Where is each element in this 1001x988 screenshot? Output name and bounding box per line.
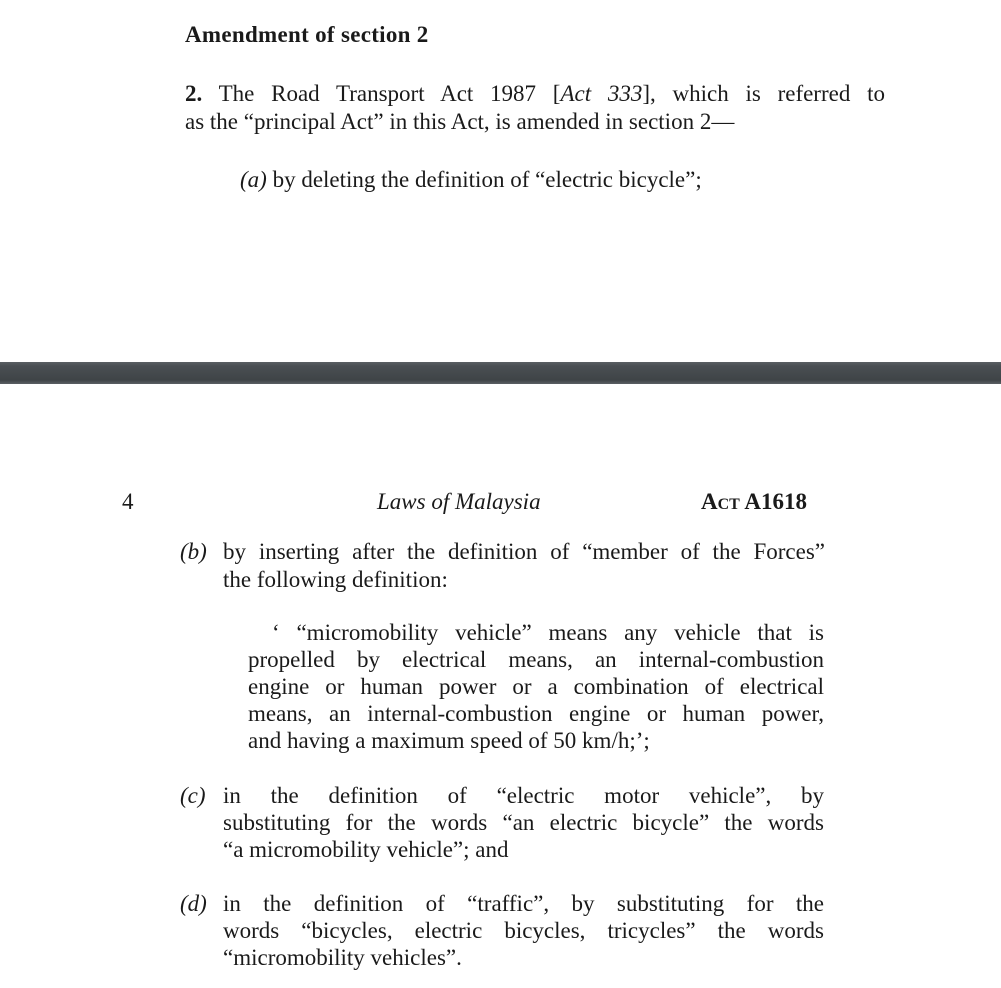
item-b-label (180, 538, 207, 566)
list-item-d (223, 890, 824, 971)
item-text: by deleting the definition of “electric bicycle”; (272, 167, 702, 192)
running-title: Laws of Malaysia (377, 489, 541, 514)
section-paragraph (185, 80, 885, 108)
section-heading: Amendment of section 2 (185, 22, 429, 47)
page-divider (0, 362, 1001, 384)
item-d-line-3: “micromobility vehicles”. (223, 945, 462, 970)
item-c-line-3: “a micromobility vehicle”; and (223, 837, 509, 862)
quoted-definition (248, 619, 824, 754)
item-label: (d) (180, 891, 207, 916)
item-c-line-2: substituting for the words “an electric bicycle” the words (223, 810, 824, 835)
item-b-line-1: by inserting after the definition of “member of the Forces” (223, 539, 825, 564)
quote-line-2: propelled by electrical means, an internal-combustion (248, 647, 824, 672)
quote-line-1: ‘ “micromobility vehicle” means any vehicle that is (272, 620, 824, 645)
item-label: (a) (240, 167, 267, 192)
section-number: 2. (185, 81, 203, 106)
quote-line-5: and having a maximum speed of 50 km/h;’; (248, 728, 650, 753)
section-paragraph-line-2: as the “principal Act” in this Act, is amended in section 2— (185, 109, 735, 134)
list-item-c (223, 782, 824, 863)
item-c-label (180, 782, 206, 810)
section-paragraph-line-1 (185, 80, 885, 108)
act-reference: Act 333 (560, 81, 643, 106)
item-label: (b) (180, 539, 207, 564)
document-page-top (0, 0, 1001, 362)
quote-line-4: means, an internal-combustion engine or human power, (248, 701, 824, 726)
item-b-line-2: the following definition: (223, 567, 448, 592)
paragraph-text: The Road Transport Act 1987 [ (218, 81, 561, 106)
act-number-header (701, 488, 807, 516)
list-item-b (223, 538, 825, 594)
item-d-label (180, 890, 207, 918)
item-c-line-1: in the definition of “electric motor vehicle”, by (223, 783, 824, 808)
list-item-a (240, 166, 702, 194)
paragraph-text: ], which is referred to (642, 81, 885, 106)
document-page-bottom (0, 384, 1001, 988)
act-label: Act (701, 489, 740, 514)
item-d-line-2: words “bicycles, electric bicycles, tricycles” the words (223, 918, 824, 943)
page-number: 4 (122, 489, 134, 514)
quote-line-3: engine or human power or a combination of electrical (248, 674, 824, 699)
act-number: A1618 (744, 489, 807, 514)
item-label: (c) (180, 783, 206, 808)
item-d-line-1: in the definition of “traffic”, by substituting for the (223, 891, 824, 916)
